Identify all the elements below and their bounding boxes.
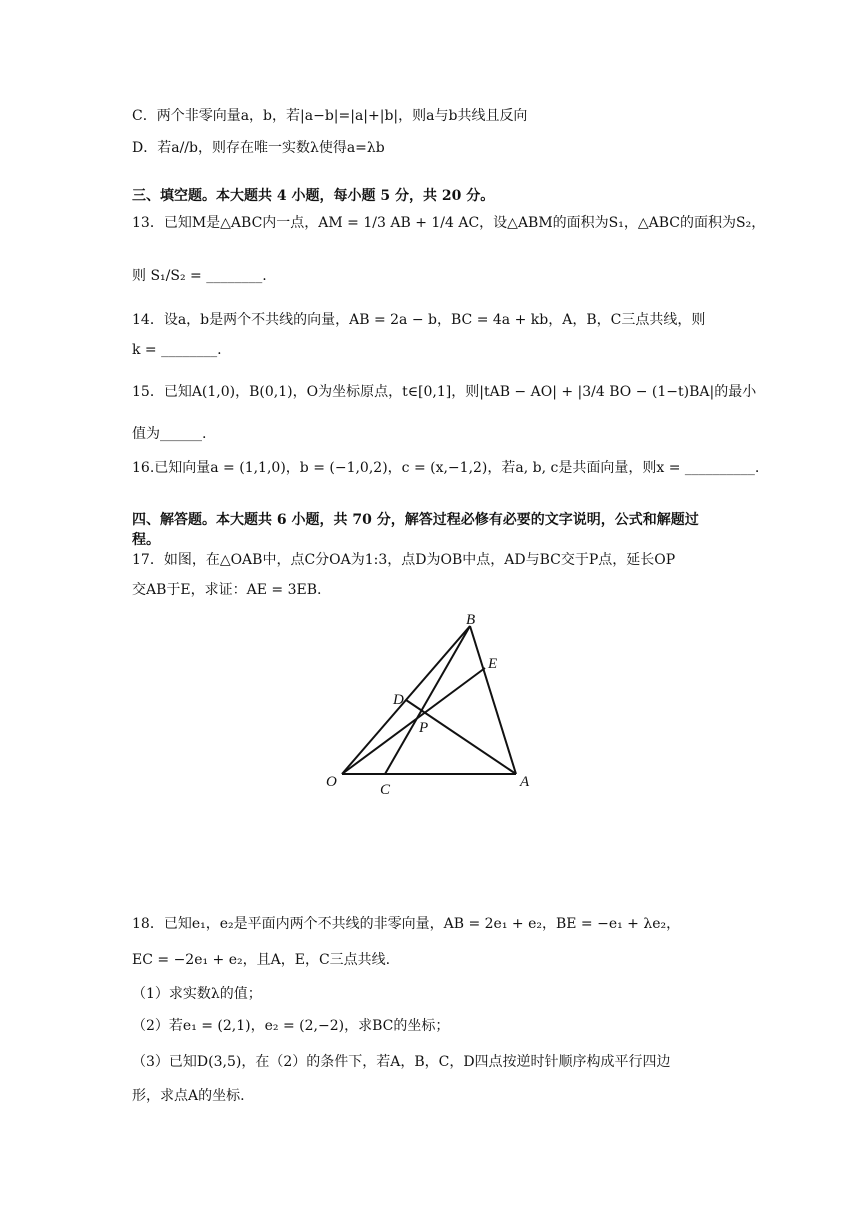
option-c: C．两个非零向量a，b，若|a−b|=|a|+|b|，则a与b共线且反向: [132, 108, 528, 124]
question-18-part-3: （3）已知D(3,5)，在（2）的条件下，若A，B，C，D四点按逆时针顺序构成平行四边: [132, 1054, 671, 1070]
question-18: 18．已知e₁，e₂是平面内两个不共线的非零向量，AB = 2e₁ + e₂，BE = −e₁ + λe₂，: [132, 916, 681, 932]
section-3-heading: 三、填空题。本大题共 4 小题，每小题 5 分，共 20 分。: [132, 188, 495, 204]
label-B: B: [466, 612, 476, 628]
question-18-cont: EC = −2e₁ + e₂，且A，E，C三点共线.: [132, 952, 391, 968]
question-15-answer: 值为______.: [132, 426, 207, 442]
question-13: 13．已知M是△ABC内一点，AM = 1/3 AB + 1/4 AC，设△ABM的面积为S₁，△ABC的面积为S₂，: [132, 215, 766, 231]
segment-AD: [406, 700, 516, 774]
label-A: A: [520, 774, 530, 790]
section-4-heading-cont: 程。: [132, 532, 160, 548]
label-C: C: [380, 782, 391, 798]
question-17-cont: 交AB于E，求证：AE = 3EB.: [132, 582, 322, 598]
question-14: 14．设a，b是两个不共线的向量，AB = 2a − b，BC = 4a + kb，A，B，C三点共线，则: [132, 312, 706, 328]
question-18-part-2: （2）若e₁ = (2,1)，e₂ = (2,−2)，求BC的坐标；: [132, 1018, 450, 1034]
triangle-figure: [320, 606, 540, 802]
label-P: P: [419, 720, 429, 736]
question-16: 16.已知向量a = (1,1,0)，b = (−1,0,2)，c = (x,−1,2)，若a, b, c是共面向量，则x = __________.: [132, 460, 760, 476]
question-14-answer: k = ________.: [132, 342, 222, 358]
segment-OE: [342, 668, 485, 774]
question-18-part-1: （1）求实数λ的值；: [132, 986, 262, 1002]
label-E: E: [488, 656, 498, 672]
section-4-heading: 四、解答题。本大题共 6 小题，共 70 分，解答过程必修有必要的文字说明，公式和解题过: [132, 512, 699, 528]
question-13-answer: 则 S₁/S₂ = ________.: [132, 268, 267, 284]
question-15: 15．已知A(1,0)，B(0,1)，O为坐标原点，t∈[0,1]，则|tAB − AO| + |3/4 BO − (1−t)BA|的最小: [132, 384, 757, 400]
question-17: 17．如图，在△OAB中，点C分OA为1:3，点D为OB中点，AD与BC交于P点，延长OP: [132, 552, 676, 568]
question-18-part-3-cont: 形，求点A的坐标.: [132, 1088, 245, 1104]
label-O: O: [326, 774, 337, 790]
segment-AB: [470, 626, 516, 774]
option-d: D．若a//b，则存在唯一实数λ使得a=λb: [132, 140, 385, 156]
label-D: D: [393, 692, 404, 708]
